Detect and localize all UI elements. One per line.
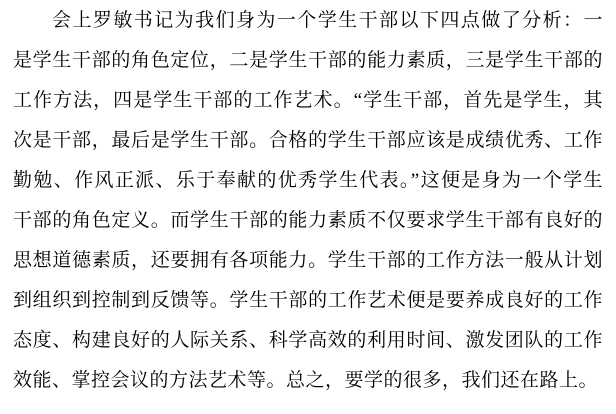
text-line: 思想道德素质，还要拥有各项能力。学生干部的工作方法一般从计划 — [13, 250, 603, 271]
text-line: 效能、掌控会议的方法艺术等。总之，要学的很多，我们还在路上。 — [13, 370, 599, 391]
text-line: 到组织到控制到反馈等。学生干部的工作艺术便是要养成良好的工作 — [13, 290, 603, 311]
text-line: 干部的角色定义。而学生干部的能力素质不仅要求学生干部有良好的 — [13, 210, 603, 231]
text-line: 会上罗敏书记为我们身为一个学生干部以下四点做了分析：一 — [52, 10, 603, 31]
text-line: 勤勉、作风正派、乐于奉献的优秀学生代表。”这便是身为一个学生 — [13, 170, 603, 191]
text-line: 工作方法，四是学生干部的工作艺术。“学生干部，首先是学生，其 — [13, 90, 603, 111]
text-line: 态度、构建良好的人际关系、科学高效的利用时间、激发团队的工作 — [13, 330, 603, 351]
text-line: 是学生干部的角色定位，二是学生干部的能力素质，三是学生干部的 — [13, 50, 603, 71]
text-line: 次是干部，最后是学生干部。合格的学生干部应该是成绩优秀、工作 — [13, 130, 603, 151]
